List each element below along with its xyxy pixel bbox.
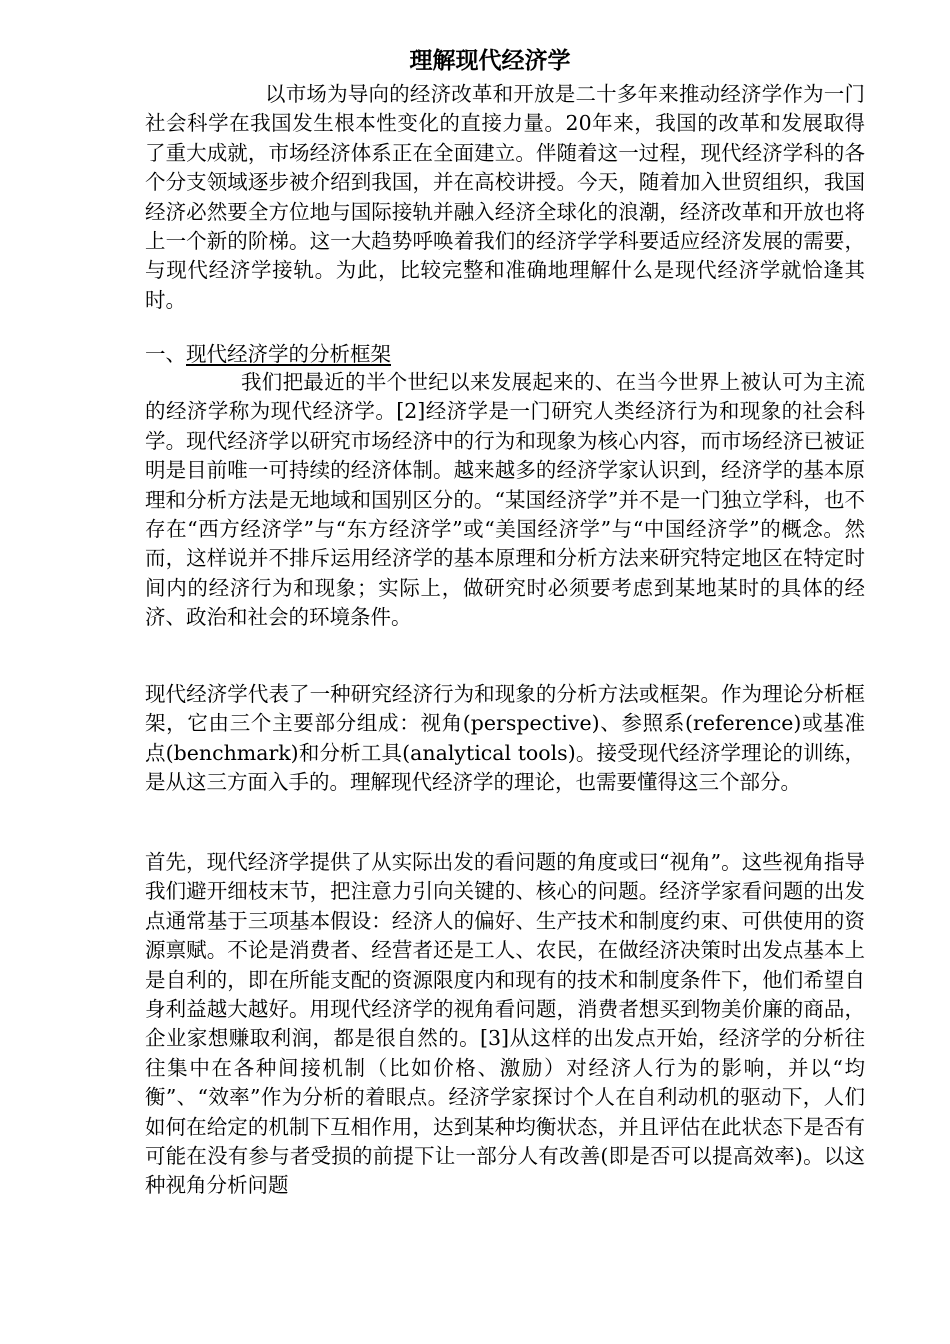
section-paragraph-3: 首先，现代经济学提供了从实际出发的看问题的角度或曰“视角”。这些视角指导我们避开细枝末节，把注意力引向关键的、核心的问题。经济学家看问题的出发点通常基于三项基本假设：经济人的偏好、生产技术和制度约束、可供使用的资源禀赋。不论是消费者、经营者还是工人、农民，在做经济决策时出发点基本上是自利的，即在所能支配的资源限度内和现有的技术和制度条件下，他们希望自身利益越大越好。用现代经济学的视角看问题，消费者想买到物美价廉的商品，企业家想赚取利润，都是很自然的。[3]从这样的出发点开始，经济学的分析往往集中在各种间接机制（比如价格、激励）对经济人行为的影响，并以“均衡”、“效率”作为分析的着眼点。经济学家探讨个人在自利动机的驱动下，人们如何在给定的机制下互相作用，达到某种均衡状态，并且评估在此状态下是否有可能在没有参与者受损的前提下让一部分人有改善(即是否可以提高效率)。以这种视角分析问题 — [145, 850, 865, 1198]
section-heading — [145, 340, 865, 369]
section-number: 一、 — [145, 342, 186, 366]
section-paragraph-2: 现代经济学代表了一种研究经济行为和现象的分析方法或框架。作为理论分析框架，它由三个主要部分组成：视角(perspective)、参照系(reference)或基准点(benchmark)和分析工具(analytical tools)。接受现代经济学理论的训练，是从这三方面入手的。理解现代经济学的理论，也需要懂得这三个部分。 — [145, 682, 865, 795]
section-paragraph-1: 我们把最近的半个世纪以来发展起来的、在当今世界上被认可为主流的经济学称为现代经济学。[2]经济学是一门研究人类经济行为和现象的社会科学。现代经济学以研究市场经济中的行为和现象为核心内容，而市场经济已被证明是目前唯一可持续的经济体制。越来越多的经济学家认识到，经济学的基本原理和分析方法是无地域和国别区分的。“某国经济学”并不是一门独立学科，也不存在“西方经济学”与“东方经济学”或“美国经济学”与“中国经济学”的概念。然而，这样说并不排斥运用经济学的基本原理和分析方法来研究特定地区在特定时间内的经济行为和现象；实际上，做研究时必须要考虑到某地某时的具体的经济、政治和社会的环境条件。 — [145, 370, 865, 630]
section-title: 现代经济学的分析框架 — [186, 342, 391, 366]
intro-paragraph: 以市场为导向的经济改革和开放是二十多年来推动经济学作为一门社会科学在我国发生根本性变化的直接力量。20年来，我国的改革和发展取得了重大成就，市场经济体系正在全面建立。伴随着这一过程，现代经济学科的各个分支领域逐步被介绍到我国，并在高校讲授。今天，随着加入世贸组织，我国经济必然要全方位地与国际接轨并融入经济全球化的浪潮，经济改革和开放也将上一个新的阶梯。这一大趋势呼唤着我们的经济学学科要适应经济发展的需要，与现代经济学接轨。为此，比较完整和准确地理解什么是现代经济学就恰逢其时。 — [145, 82, 865, 312]
document-title: 理解现代经济学 — [409, 48, 571, 74]
